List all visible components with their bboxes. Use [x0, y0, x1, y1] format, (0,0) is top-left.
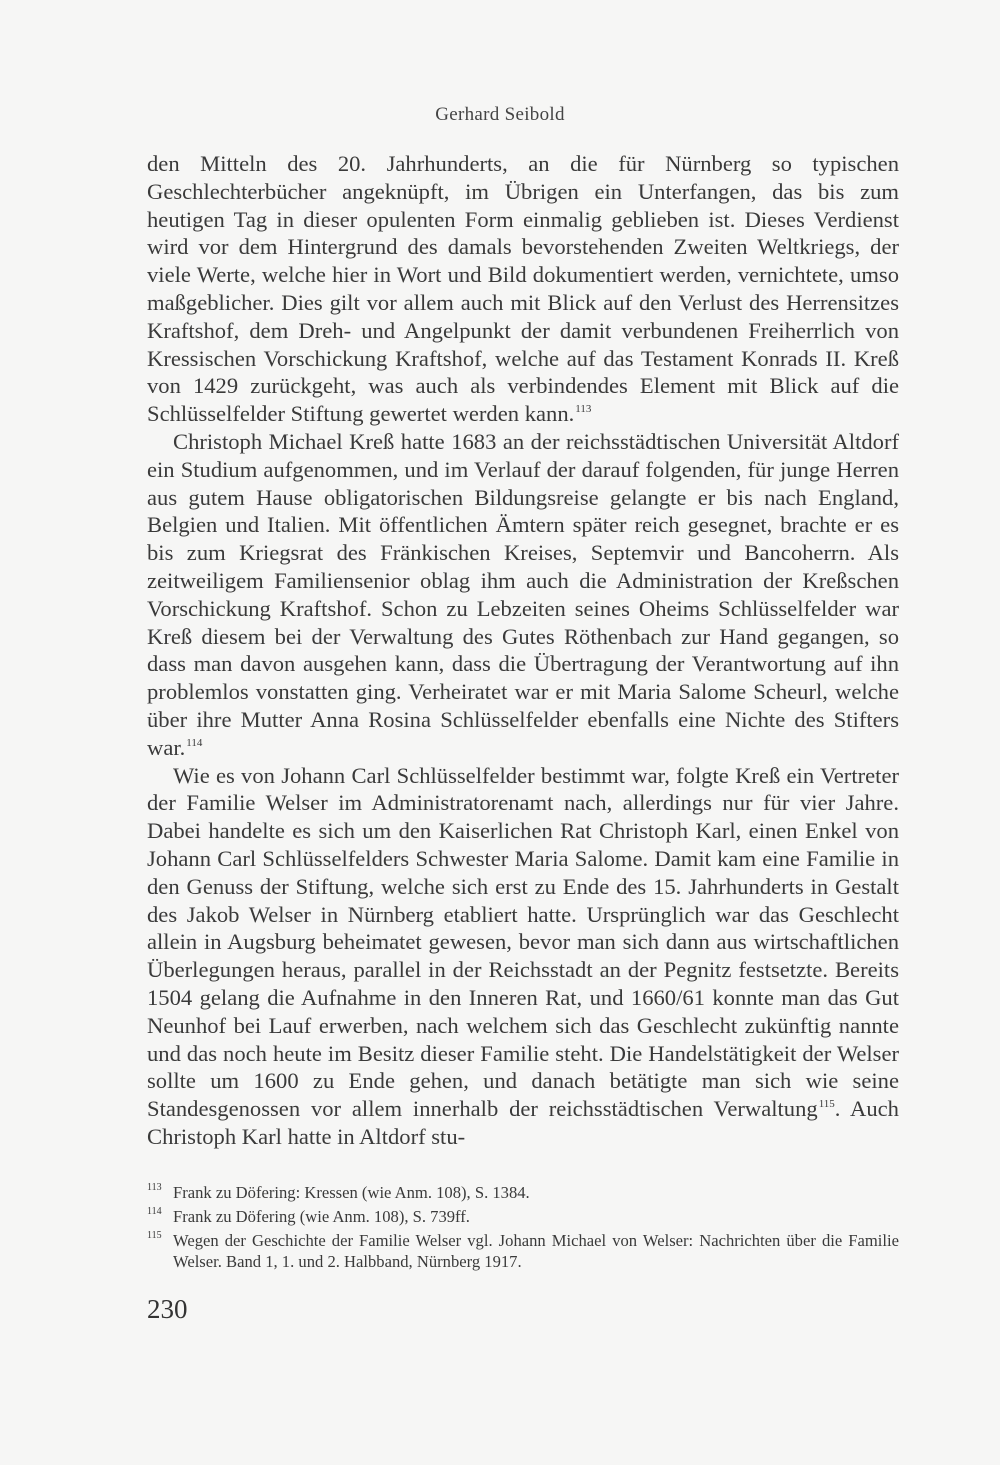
footnote-text: Frank zu Döfering (wie Anm. 108), S. 739ff.: [173, 1207, 470, 1226]
footnote-text: Wegen der Geschichte der Familie Welser vgl. Johann Michael von Welser: Nachrichten über die Familie Welser. Band 1, 1. und 2. Halbband, Nürnberg 1917.: [173, 1231, 899, 1271]
footnote: [147, 1182, 899, 1203]
footnote-number: 115: [147, 1230, 162, 1241]
footnote-text: Frank zu Döfering: Kressen (wie Anm. 108), S. 1384.: [173, 1183, 530, 1202]
footnote-reference: 114: [186, 736, 203, 749]
footnotes: [147, 1182, 899, 1275]
page-number: 230: [147, 1294, 188, 1324]
paragraph: [147, 428, 899, 762]
footnote-reference: 115: [818, 1098, 835, 1111]
running-header: Gerhard Seibold: [435, 104, 565, 125]
footnote: [147, 1206, 899, 1227]
paragraph: [147, 150, 899, 428]
paragraph: [147, 762, 899, 1151]
paragraph-text: den Mitteln des 20. Jahrhunderts, an die für Nürnberg so typischen Geschlechterbücher angeknüpft, im Übrigen ein Unterfangen, das bis zum heutigen Tag in dieser opulenten Form einmalig geblieben ist. Dieses Verdienst wird vor dem Hintergrund des damals bevorstehenden Zweiten Weltkriegs, der viele Werte, welche hier in Wort und Bild dokumentiert werden, vernichtete, umso maßgeblicher. Dies gilt vor allem auch mit Blick auf den Verlust des Herrensitzes Kraftshof, dem Dreh- und Angelpunkt der damit verbundenen Freiherrlich von Kressischen Vorschickung Kraftshof, welche auf das Testament Konrads II. Kreß von 1429 zurückgeht, was auch als verbindendes Element mit Blick auf die Schlüsselfelder Stiftung gewertet werden kann.: [147, 151, 899, 427]
footnote-number: 114: [147, 1206, 162, 1217]
footnote: [147, 1230, 899, 1272]
paragraph-text: Christoph Michael Kreß hatte 1683 an der reichsstädtischen Universität Altdorf ein Studium aufgenommen, und im Verlauf der darauf folgenden, für junge Herren aus gutem Hause obligatorischen Bildungsreise gelangte er bis nach England, Belgien und Italien. Mit öffentlichen Ämtern später reich gesegnet, brachte er es bis zum Kriegsrat des Fränkischen Kreises, Septemvir und Bancoherrn. Als zeitweiligem Familiensenior oblag ihm auch die Administration der Kreßschen Vorschickung Kraftshof. Schon zu Lebzeiten seines Oheims Schlüsselfelder war Kreß diesem bei der Verwaltung des Gutes Röthenbach zur Hand gegangen, so dass man davon ausgehen kann, dass die Übertragung der Verantwortung auf ihn problemlos vonstatten ging. Verheiratet war er mit Maria Salome Scheurl, welche über ihre Mutter Anna Rosina Schlüsselfelder ebenfalls eine Nichte des Stifters war.: [147, 428, 899, 760]
footnote-number: 113: [147, 1182, 162, 1193]
paragraph-text: Wie es von Johann Carl Schlüsselfelder bestimmt war, folgte Kreß ein Vertreter der Familie Welser im Administratorenamt nach, allerdings nur für vier Jahre. Dabei handelte es sich um den Kaiserlichen Rat Christoph Karl, einen Enkel von Johann Carl Schlüsselfelders Schwester Maria Salome. Damit kam eine Familie in den Genuss der Stiftung, welche sich erst zu Ende des 15. Jahrhunderts in Gestalt des Jakob Welser in Nürnberg etabliert hatte. Ursprünglich war das Geschlecht allein in Augsburg beheimatet gewesen, bevor man sich dann aus wirtschaftlichen Überlegungen heraus, parallel in der Reichsstadt an der Pegnitz festsetzte. Bereits 1504 gelang die Aufnahme in den Inneren Rat, und 1660/61 konnte man das Gut Neunhof bei Lauf erwerben, nach welchem sich das Geschlecht zukünftig nannte und das noch heute im Besitz dieser Familie steht. Die Handelstätigkeit der Welser sollte um 1600 zu Ende gehen, und danach betätigte man sich wie seine Standesgenossen vor allem innerhalb der reichsstädtischen Verwaltung: [147, 762, 899, 1122]
footnote-reference: 113: [575, 403, 592, 416]
paragraph-text-tail: . Auch Christoph Karl hatte in Altdorf stu-: [147, 1096, 899, 1149]
main-text: [147, 150, 899, 1151]
